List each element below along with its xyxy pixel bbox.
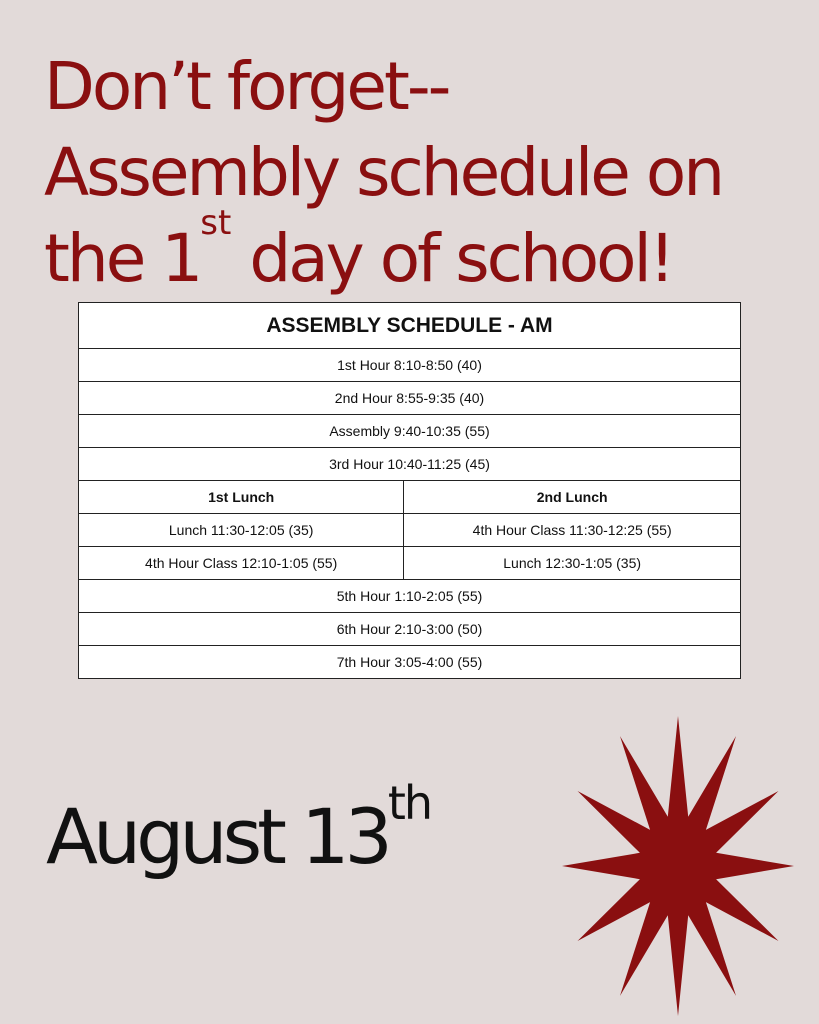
period-cell: 7th Hour 3:05-4:00 (55): [79, 646, 741, 679]
second-lunch-cell: 4th Hour Class 11:30-12:25 (55): [404, 514, 741, 547]
event-date-main: August 13: [46, 792, 388, 881]
headline-line-2: Assembly schedule on: [44, 134, 723, 211]
table-row: [79, 349, 741, 382]
assembly-schedule-table: [78, 302, 741, 679]
headline: [44, 44, 804, 302]
table-row: [79, 448, 741, 481]
first-lunch-cell: 4th Hour Class 12:10-1:05 (55): [79, 547, 404, 580]
first-lunch-cell: Lunch 11:30-12:05 (35): [79, 514, 404, 547]
schedule-title: ASSEMBLY SCHEDULE - AM: [79, 303, 741, 349]
table-row: [79, 646, 741, 679]
period-cell: 5th Hour 1:10-2:05 (55): [79, 580, 741, 613]
second-lunch-header: 2nd Lunch: [404, 481, 741, 514]
second-lunch-cell: Lunch 12:30-1:05 (35): [404, 547, 741, 580]
lunch-header-row: [79, 481, 741, 514]
first-lunch-header: 1st Lunch: [79, 481, 404, 514]
period-cell: 6th Hour 2:10-3:00 (50): [79, 613, 741, 646]
period-cell: Assembly 9:40-10:35 (55): [79, 415, 741, 448]
table-title-row: [79, 303, 741, 349]
period-cell: 3rd Hour 10:40-11:25 (45): [79, 448, 741, 481]
table-row: [79, 382, 741, 415]
starburst-icon: [560, 712, 796, 1020]
event-date: [46, 776, 432, 881]
period-cell: 2nd Hour 8:55-9:35 (40): [79, 382, 741, 415]
event-date-suffix: th: [387, 776, 432, 830]
headline-line-1: Don’t forget--: [44, 48, 449, 125]
headline-line-3-start: the 1: [44, 220, 201, 297]
table-row: [79, 514, 741, 547]
headline-ordinal-suffix: st: [200, 203, 232, 243]
table-row: [79, 547, 741, 580]
table-row: [79, 580, 741, 613]
table-row: [79, 415, 741, 448]
table-row: [79, 613, 741, 646]
headline-line-3: [44, 203, 804, 302]
headline-line-3-end: day of school!: [231, 220, 673, 297]
period-cell: 1st Hour 8:10-8:50 (40): [79, 349, 741, 382]
